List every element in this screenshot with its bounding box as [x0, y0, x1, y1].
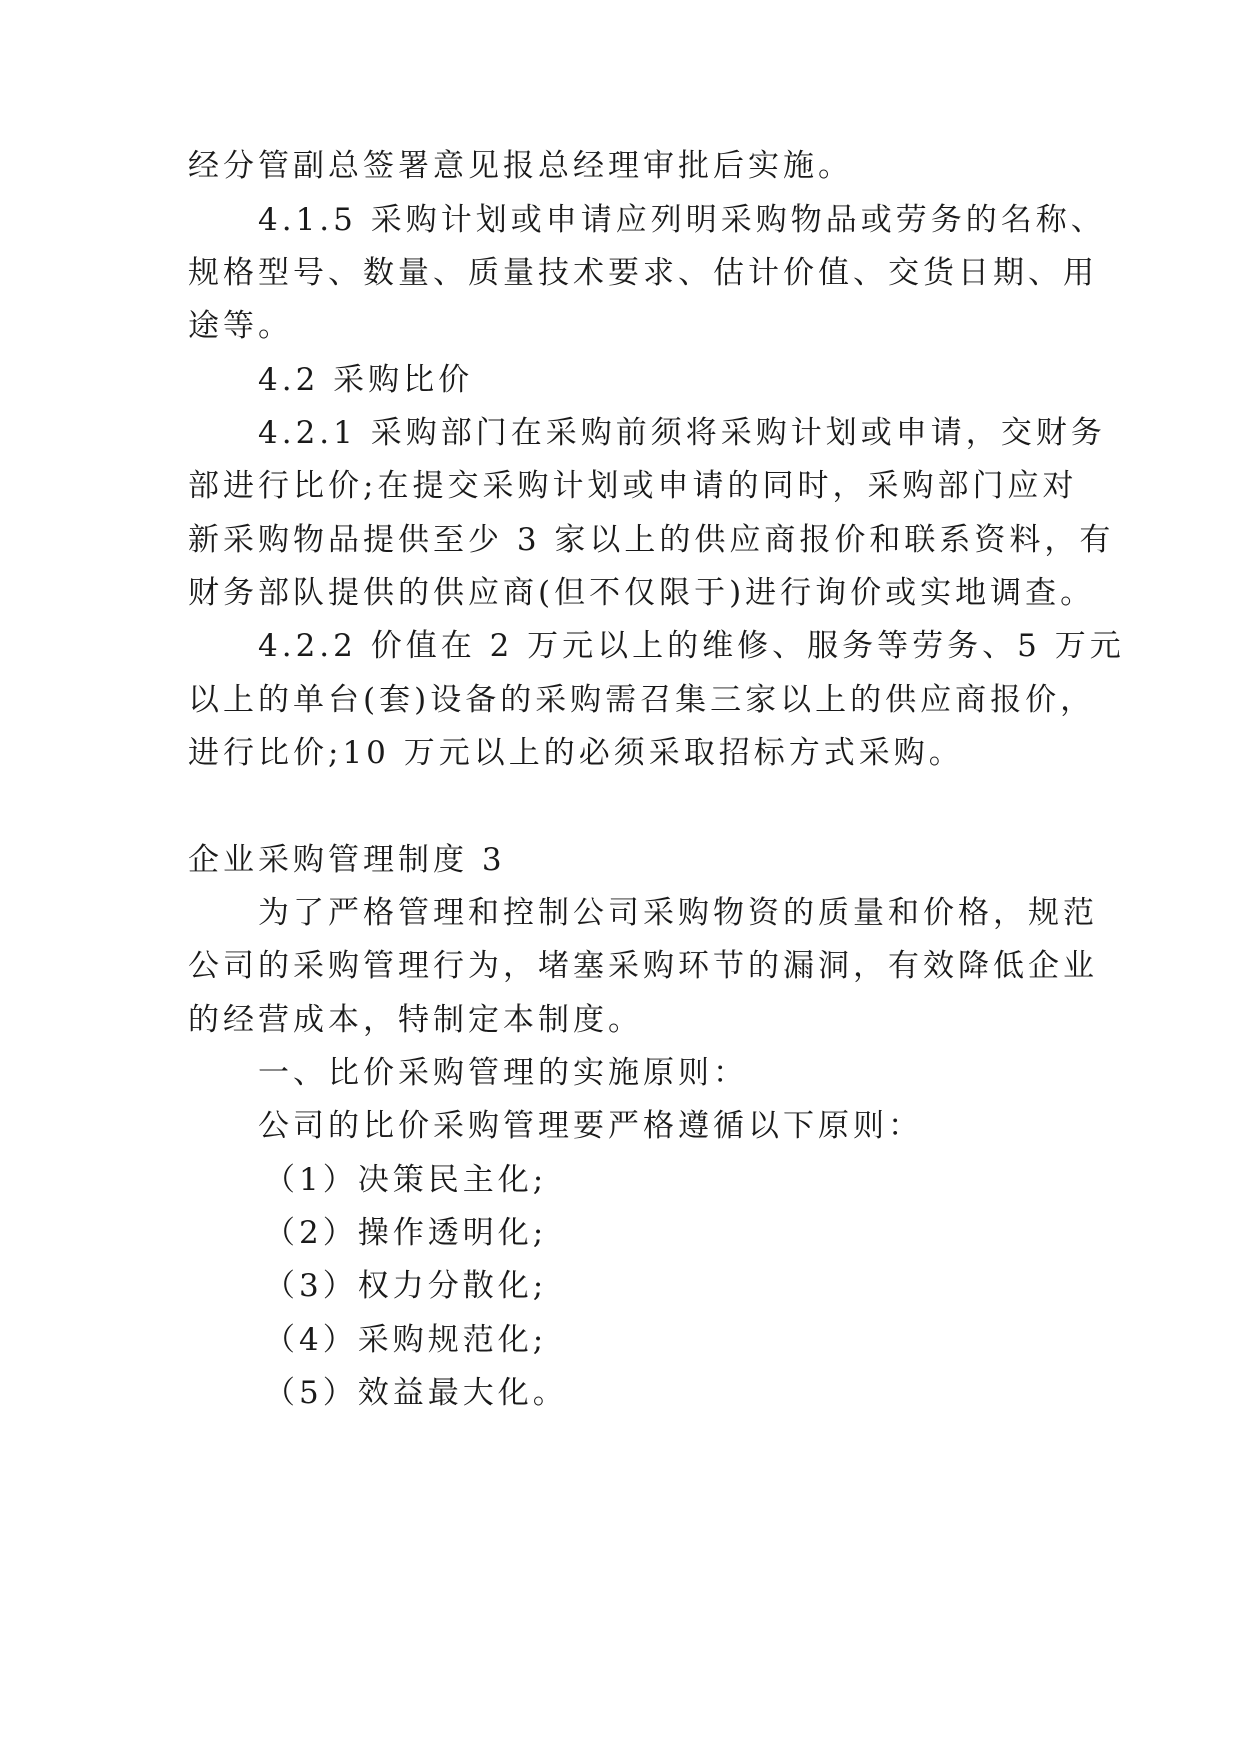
text-line: 进行比价;10 万元以上的必须采取招标方式采购。	[188, 735, 964, 771]
section-heading: 一、比价采购管理的实施原则：	[258, 1055, 748, 1091]
text-line: 部进行比价;在提交采购计划或申请的同时，采购部门应对	[188, 468, 1078, 504]
text-line: 公司的采购管理行为，堵塞采购环节的漏洞，有效降低企业	[188, 948, 1098, 984]
document-title: 企业采购管理制度 3	[188, 842, 506, 878]
list-item: （2）操作透明化;	[264, 1215, 548, 1251]
text-line: 为了严格管理和控制公司采购物资的质量和价格，规范	[258, 895, 1098, 931]
text-line: 的经营成本，特制定本制度。	[188, 1002, 643, 1038]
list-item: （4）采购规范化;	[264, 1322, 548, 1358]
list-item: （1）决策民主化;	[264, 1162, 548, 1198]
text-line: 规格型号、数量、质量技术要求、估计价值、交货日期、用	[188, 255, 1098, 291]
text-line: 公司的比价采购管理要严格遵循以下原则：	[258, 1108, 923, 1144]
list-item: （5）效益最大化。	[264, 1375, 568, 1411]
text-line: 4.2.1 采购部门在采购前须将采购计划或申请，交财务	[258, 415, 1106, 451]
text-line: 新采购物品提供至少 3 家以上的供应商报价和联系资料，有	[188, 522, 1115, 558]
text-line: 4.1.5 采购计划或申请应列明采购物品或劳务的名称、	[258, 202, 1106, 238]
section-heading: 4.2 采购比价	[258, 362, 474, 398]
text-line: 财务部队提供的供应商(但不仅限于)进行询价或实地调查。	[188, 575, 1096, 611]
text-line: 途等。	[188, 308, 293, 344]
list-item: （3）权力分散化;	[264, 1268, 548, 1304]
text-line: 以上的单台(套)设备的采购需召集三家以上的供应商报价，	[188, 682, 1096, 718]
text-line: 4.2.2 价值在 2 万元以上的维修、服务等劳务、5 万元	[258, 628, 1125, 664]
text-line: 经分管副总签署意见报总经理审批后实施。	[188, 148, 853, 184]
